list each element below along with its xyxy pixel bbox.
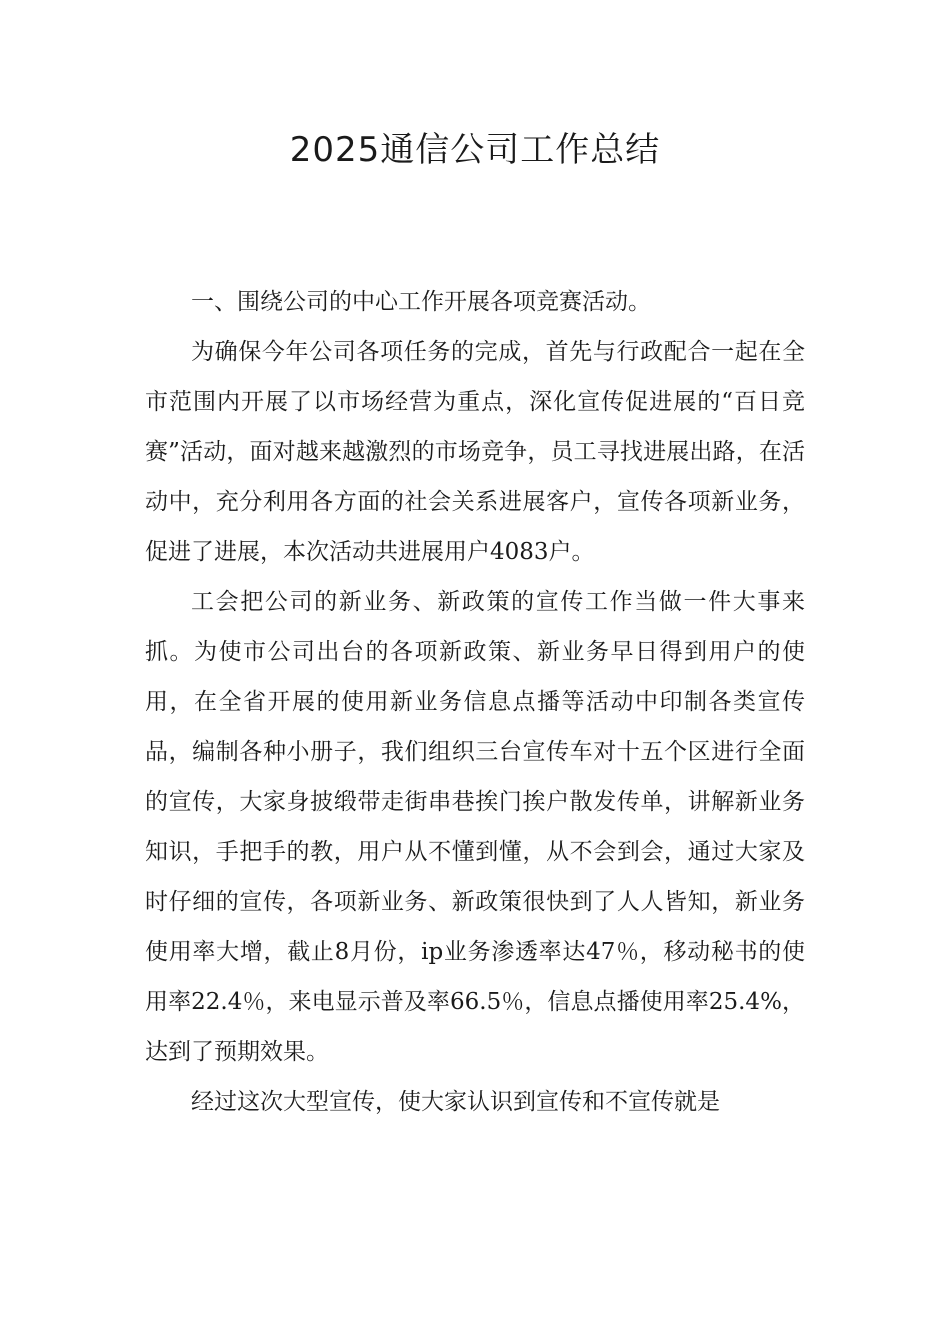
body-paragraph: 经过这次大型宣传，使大家认识到宣传和不宣传就是	[191, 1089, 720, 1115]
document-body	[145, 277, 805, 1127]
body-paragraph: 为确保今年公司各项任务的完成，首先与行政配合一起在全市范围内开展了以市场经营为重点，深化宣传促进展的“百日竞赛”活动，面对越来越激烈的市场竞争，员工寻找进展出路，在活动中，充分利用各方面的社会关系进展客户，宣传各项新业务，促进了进展，本次活动共进展用户4083户。	[145, 339, 805, 565]
document-title: 2025通信公司工作总结	[289, 130, 661, 170]
body-paragraph: 工会把公司的新业务、新政策的宣传工作当做一件大事来抓。为使市公司出台的各项新政策、新业务早日得到用户的使用，在全省开展的使用新业务信息点播等活动中印制各类宣传品，编制各种小册子，我们组织三台宣传车对十五个区进行全面的宣传，大家身披缎带走街串巷挨门挨户散发传单，讲解新业务知识，手把手的教，用户从不懂到懂，从不会到会，通过大家及时仔细的宣传，各项新业务、新政策很快到了人人皆知，新业务使用率大增，截止8月份，ip业务渗透率达47％，移动秘书的使用率22.4％，来电显示普及率66.5％，信息点播使用率25.4%，达到了预期效果。	[145, 589, 805, 1065]
section-heading: 一、围绕公司的中心工作开展各项竞赛活动。	[191, 289, 651, 315]
